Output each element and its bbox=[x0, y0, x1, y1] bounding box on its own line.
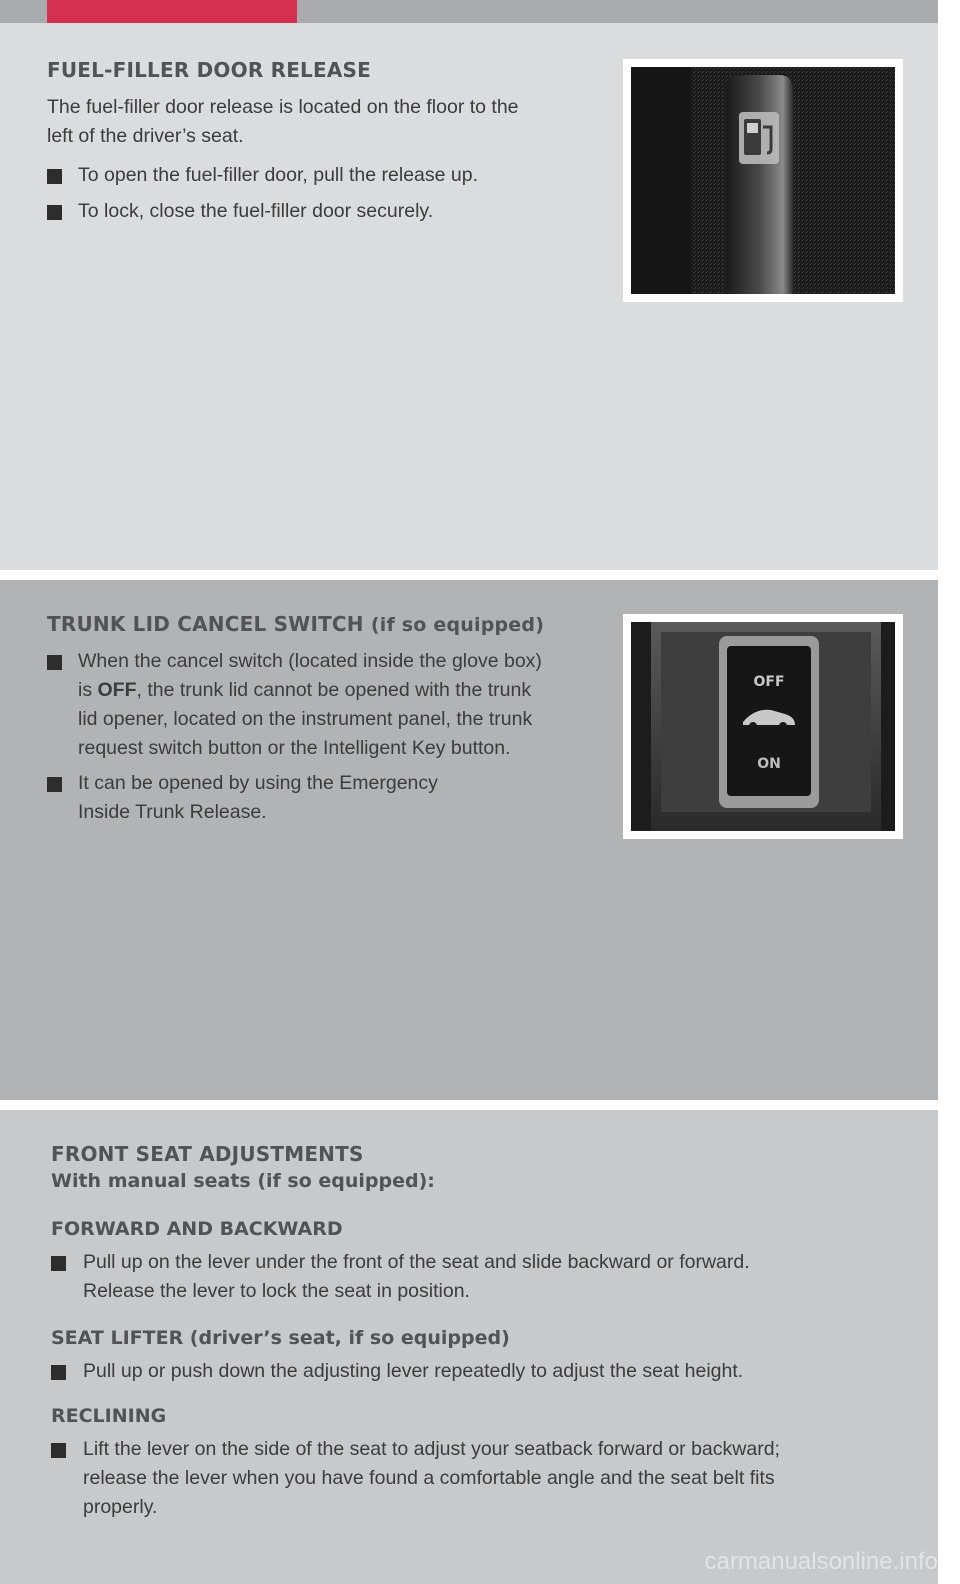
fuel-bullet-lock bbox=[47, 197, 607, 226]
bullet-square-icon bbox=[47, 655, 62, 670]
trunk-line2-post: , the trunk lid cannot be opened with the trunk bbox=[136, 679, 532, 701]
fuel-bullet-lock-text: To lock, close the fuel-filler door securely. bbox=[78, 200, 434, 222]
fuel-filler-section bbox=[0, 23, 938, 570]
lifter-line1: Pull up or push down the adjusting lever repeatedly to adjust the seat height. bbox=[83, 1360, 744, 1382]
fuel-intro-line-1: The fuel-filler door release is located on the floor to the bbox=[47, 96, 519, 118]
trunk-cancel-section bbox=[0, 580, 938, 1100]
trunk-bullet1-line2 bbox=[78, 676, 607, 705]
top-bar bbox=[0, 0, 938, 23]
reclining-bullet bbox=[51, 1435, 921, 1522]
front-seat-heading: FRONT SEAT ADJUSTMENTS bbox=[51, 1142, 364, 1166]
forward-line2: Release the lever to lock the seat in position. bbox=[83, 1280, 470, 1302]
bullet-square-icon bbox=[47, 777, 62, 792]
reclining-line1: Lift the lever on the side of the seat to adjust your seatback forward or backward; bbox=[83, 1438, 780, 1460]
trunk-switch-illustration bbox=[631, 622, 895, 831]
fuel-release-illustration bbox=[631, 67, 895, 294]
bullet-square-icon bbox=[51, 1443, 66, 1458]
switch-off-label: OFF bbox=[753, 674, 785, 690]
forward-backward-title: FORWARD AND BACKWARD bbox=[51, 1218, 343, 1240]
trunk-switch-photo bbox=[623, 614, 903, 839]
top-accent-tab bbox=[47, 0, 297, 23]
trunk-heading-sub: (if so equipped) bbox=[370, 614, 545, 636]
trunk-line2-pre: is bbox=[78, 679, 98, 701]
switch-on-label: ON bbox=[757, 756, 781, 772]
trunk-bullet2-line1: It can be opened by using the Emergency bbox=[78, 772, 438, 794]
bullet-square-icon bbox=[47, 205, 62, 220]
seat-lifter-title: SEAT LIFTER (driver’s seat, if so equipped) bbox=[51, 1327, 510, 1349]
manual-seats-subheading: With manual seats (if so equipped): bbox=[51, 1170, 435, 1192]
seat-lifter-bullet bbox=[51, 1357, 911, 1386]
trunk-heading-main: TRUNK LID CANCEL SWITCH bbox=[47, 612, 364, 636]
fuel-bullet-open-text: To open the fuel-filler door, pull the release up. bbox=[78, 164, 479, 186]
forward-backward-bullet bbox=[51, 1248, 911, 1306]
trunk-bullet-cancel bbox=[47, 647, 607, 763]
fuel-filler-heading: FUEL-FILLER DOOR RELEASE bbox=[47, 58, 372, 82]
fuel-filler-intro bbox=[47, 93, 607, 151]
trunk-bullet1-line3: lid opener, located on the instrument panel, the trunk bbox=[78, 708, 533, 730]
trunk-bullet1-line4: request switch button or the Intelligent Key button. bbox=[78, 737, 511, 759]
bullet-square-icon bbox=[51, 1256, 66, 1271]
trunk-bullet2-line2: Inside Trunk Release. bbox=[78, 801, 267, 823]
bullet-square-icon bbox=[47, 169, 62, 184]
trunk-cancel-heading bbox=[47, 612, 544, 636]
front-seat-section bbox=[0, 1110, 938, 1584]
trunk-off-word: OFF bbox=[97, 679, 137, 701]
fuel-intro-line-2: left of the driver’s seat. bbox=[47, 125, 244, 147]
trunk-bullet1-line1: When the cancel switch (located inside the glove box) bbox=[78, 650, 542, 672]
reclining-line3: properly. bbox=[83, 1496, 158, 1518]
fuel-bullet-open bbox=[47, 161, 607, 190]
reclining-title: RECLINING bbox=[51, 1405, 167, 1427]
reclining-line2: release the lever when you have found a comfortable angle and the seat belt fits bbox=[83, 1467, 775, 1489]
trunk-bullet-emergency bbox=[47, 769, 607, 827]
watermark: carmanualsonline.info bbox=[704, 1548, 938, 1575]
fuel-release-photo bbox=[623, 59, 903, 302]
bullet-square-icon bbox=[51, 1365, 66, 1380]
forward-line1: Pull up on the lever under the front of the seat and slide backward or forward. bbox=[83, 1251, 750, 1273]
